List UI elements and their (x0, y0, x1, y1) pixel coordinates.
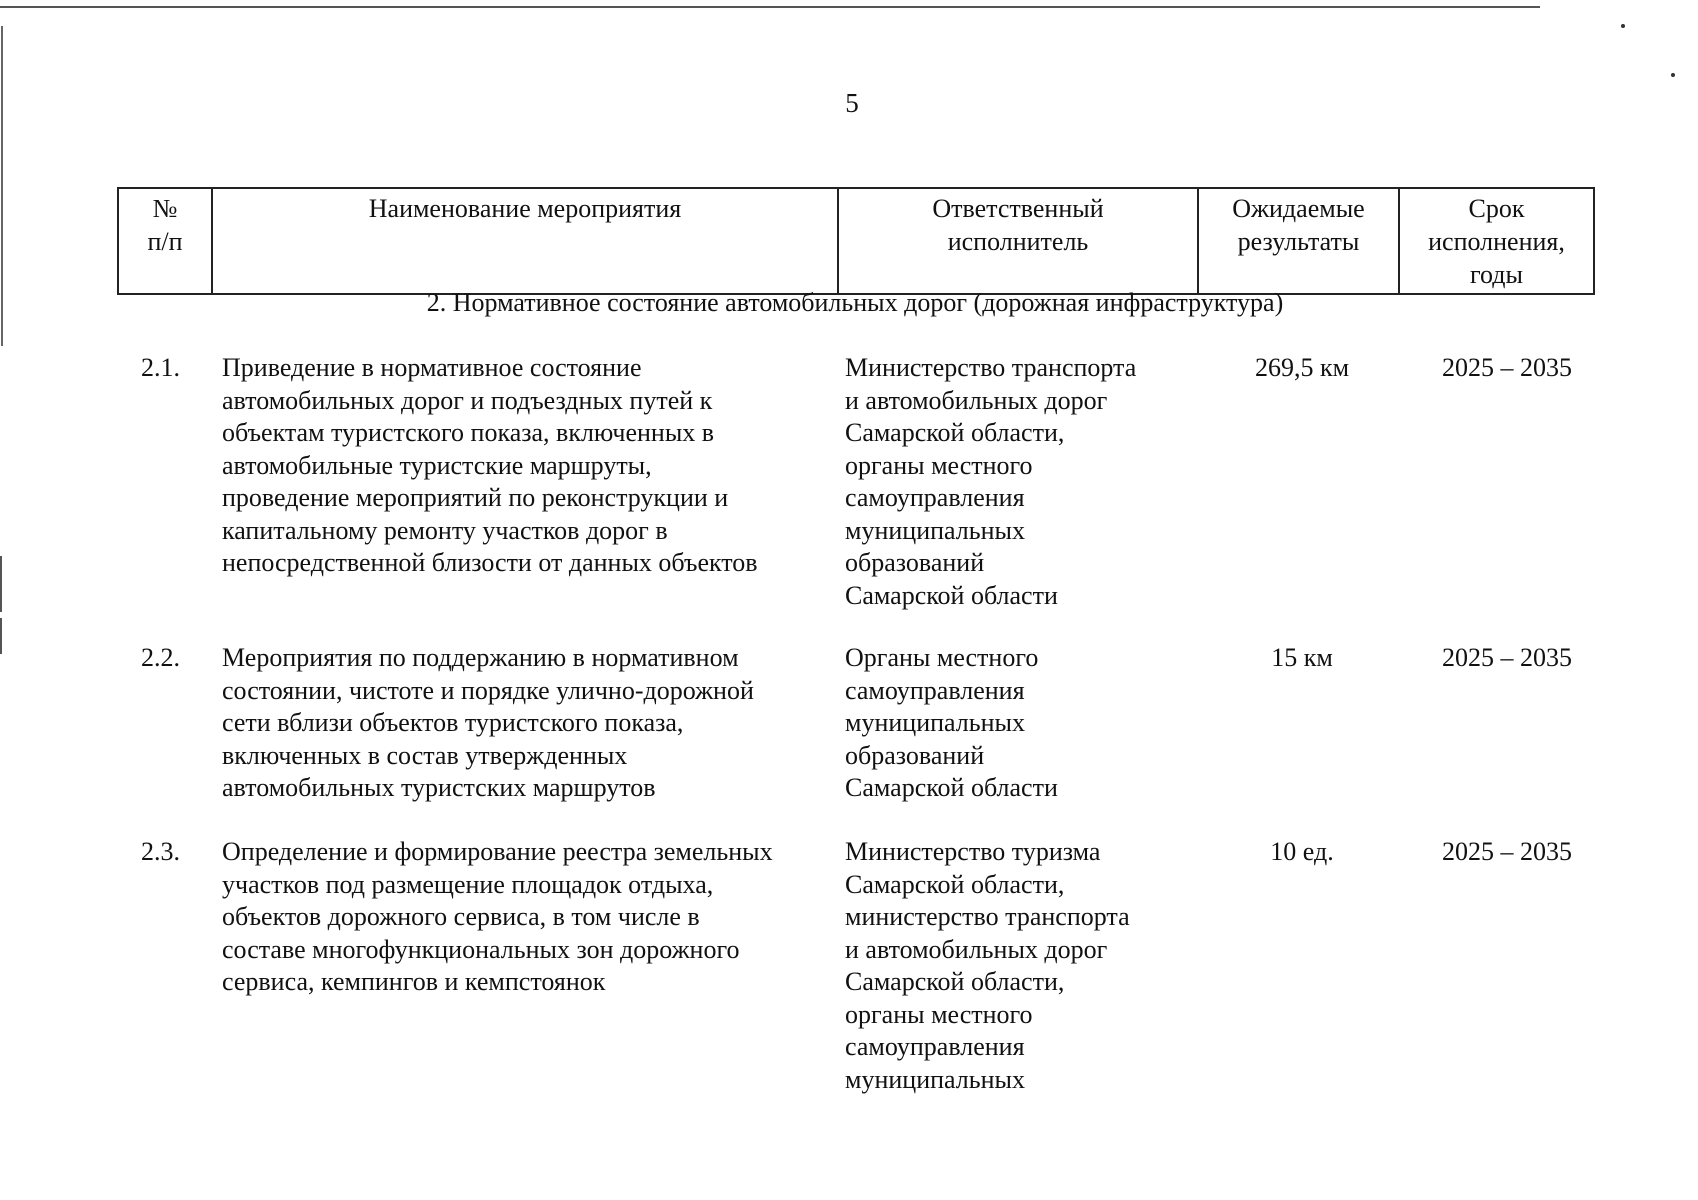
executor-line: муниципальных (845, 1064, 1026, 1094)
section-title: 2. Нормативное состояние автомобильных дорог (дорожная инфраструктура) (426, 288, 1284, 317)
executor-line: самоуправления (845, 483, 1025, 512)
measure-name-line: автомобильных дорог и подъездных путей к (222, 385, 713, 415)
executor-line: органы местного (845, 999, 1033, 1029)
header-text: п/п (147, 227, 183, 256)
row-number: 2.1. (141, 353, 180, 382)
header-text: Наименование мероприятия (368, 194, 682, 223)
execution-term: 2025 – 2035 (1442, 353, 1572, 382)
executor-line: образований (845, 740, 985, 770)
header-cell-number (118, 188, 212, 294)
executor-line: Министерство транспорта (845, 353, 1137, 382)
executor-line: и автомобильных дорог (845, 385, 1108, 415)
scan-mark-left (0, 618, 2, 654)
expected-result: 269,5 км (1254, 353, 1350, 382)
executor-line: Самарской области, (845, 869, 1065, 899)
execution-term: 2025 – 2035 (1442, 837, 1572, 866)
executor-line: самоуправления (845, 1032, 1025, 1061)
scan-edge-top (0, 6, 1540, 8)
executor-line: министерство транспорта (845, 902, 1130, 931)
executor-line: Самарской области, (845, 418, 1065, 447)
measure-name-line: сервиса, кемпингов и кемпстоянок (222, 967, 606, 996)
expected-result: 15 км (1271, 643, 1333, 672)
header-text: исполнения, (1428, 227, 1565, 256)
header-text: № (152, 194, 178, 223)
scan-dot (1671, 73, 1675, 77)
header-cell-term (1399, 188, 1594, 294)
expected-result: 10 ед. (1270, 837, 1334, 866)
executor-line: Самарской области (845, 773, 1058, 802)
measure-name-line: Приведение в нормативное состояние (222, 353, 642, 382)
measure-name-line: капитальному ремонту участков дорог в (222, 515, 668, 545)
measure-name-line: Определение и формирование реестра земельных (222, 837, 773, 866)
executor-line: Самарской области, (845, 967, 1065, 996)
header-cell-executor (838, 188, 1198, 294)
measure-name-line: объектов дорожного сервиса, в том числе в (222, 902, 700, 931)
header-text: Срок (1468, 194, 1525, 223)
measure-name-line: непосредственной близости от данных объектов (222, 548, 758, 577)
measure-name (222, 352, 842, 580)
measure-name-line: состоянии, чистоте и порядке улично-дорожной (222, 675, 754, 705)
executor-line: Самарской области (845, 580, 1058, 610)
responsible-executor (845, 836, 1185, 1096)
row-number: 2.3. (141, 837, 180, 866)
measure-name-line: Мероприятия по поддержанию в нормативном (222, 643, 739, 672)
header-cell-name (212, 188, 838, 294)
executor-line: органы местного (845, 450, 1033, 480)
executor-line: самоуправления (845, 675, 1025, 705)
measure-name-line: автомобильных туристских маршрутов (222, 773, 656, 802)
measure-name (222, 836, 842, 999)
measure-name (222, 642, 842, 805)
measure-name-line: участков под размещение площадок отдыха, (222, 869, 714, 899)
executor-line: муниципальных (845, 708, 1026, 737)
scan-edge-left (1, 26, 3, 346)
header-text: Ответственный (932, 194, 1104, 223)
header-text: результаты (1237, 227, 1360, 256)
measure-name-line: автомобильные туристские маршруты, (222, 450, 652, 480)
responsible-executor (845, 642, 1185, 805)
scan-dot (1621, 24, 1625, 28)
executor-line: муниципальных (845, 515, 1026, 545)
page-number: 5 (845, 88, 859, 118)
table-header (117, 187, 1595, 295)
row-number: 2.2. (141, 643, 180, 672)
executor-line: образований (845, 548, 985, 577)
header-text: годы (1470, 260, 1523, 289)
scan-mark-left (0, 556, 2, 612)
header-text: Ожидаемые (1232, 194, 1365, 223)
executor-line: Министерство туризма (845, 837, 1101, 866)
header-cell-results (1198, 188, 1399, 294)
header-text: исполнитель (947, 227, 1089, 256)
measure-name-line: составе многофункциональных зон дорожного (222, 934, 740, 964)
execution-term: 2025 – 2035 (1442, 643, 1572, 672)
measure-name-line: включенных в состав утвержденных (222, 740, 628, 770)
executor-line: и автомобильных дорог (845, 934, 1108, 964)
measure-name-line: сети вблизи объектов туристского показа, (222, 708, 684, 737)
measure-name-line: объектам туристского показа, включенных в (222, 418, 715, 447)
measure-name-line: проведение мероприятий по реконструкции и (222, 483, 729, 512)
executor-line: Органы местного (845, 643, 1039, 672)
responsible-executor (845, 352, 1185, 612)
